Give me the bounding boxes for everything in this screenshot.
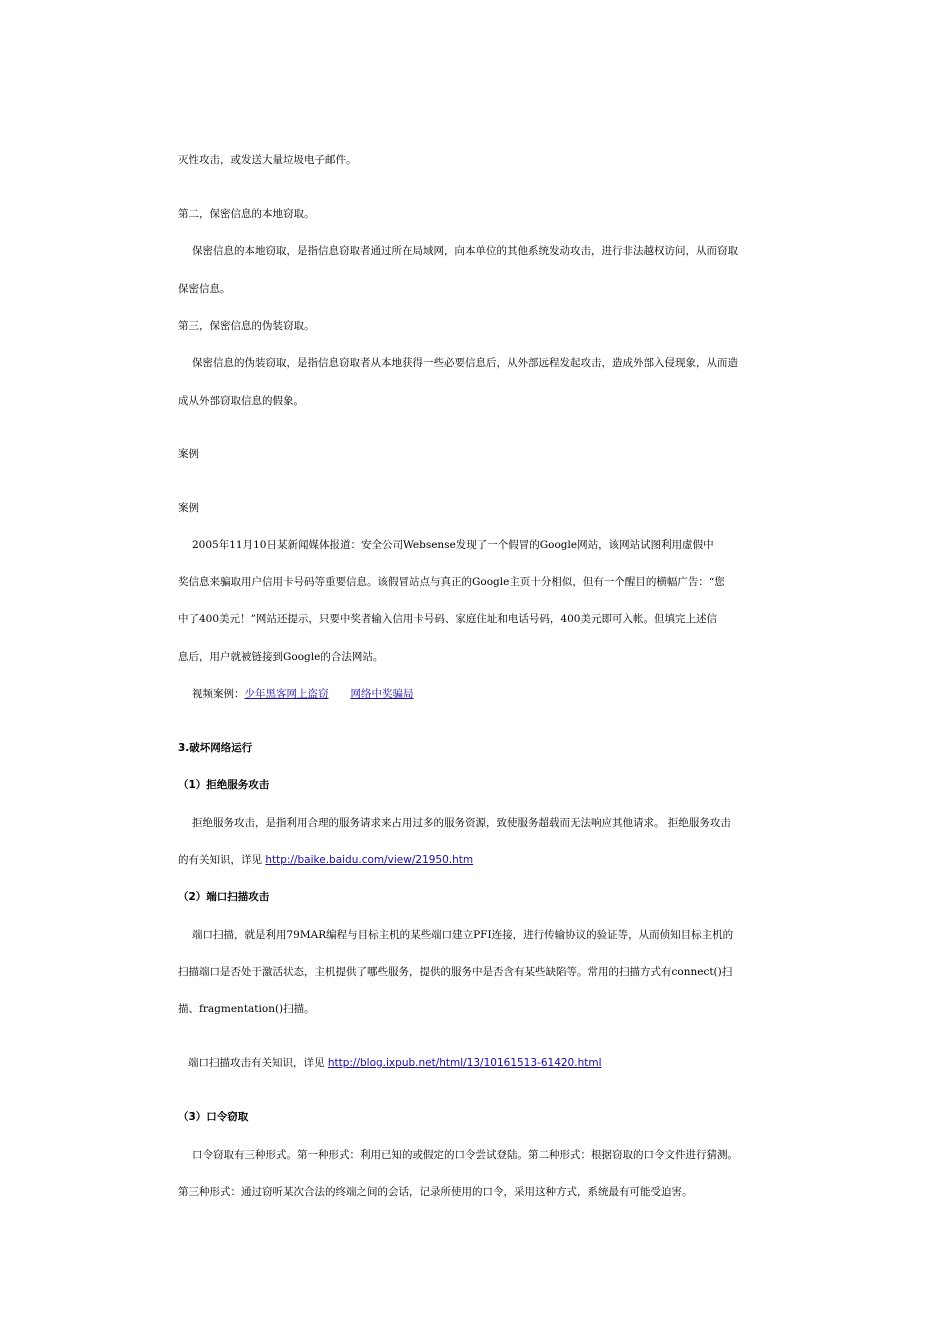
dos-reference-line xyxy=(178,853,778,867)
paragraph-text: 保密信息的伪装窃取，是指信息窃取者从本地获得一些必要信息后，从外部远程发起攻击，造成外部入侵现象，从而造 xyxy=(192,357,738,369)
subheading-port-scan: （2）端口扫描攻击 xyxy=(178,891,270,903)
paragraph-text: 奖信息来骗取用户信用卡号码等重要信息。该假冒站点与真正的Google主页十分相似，但有一个醒目的横幅广告：“您 xyxy=(178,576,725,588)
video-link-teen-hacker[interactable]: 少年黑客网上盗窃 xyxy=(244,688,329,700)
paragraph-text: 成从外部窃取信息的假象。 xyxy=(178,395,304,407)
case-heading: 案例 xyxy=(178,502,199,514)
port-scan-reference-line xyxy=(188,1056,788,1070)
section-heading-second: 第二，保密信息的本地窃取。 xyxy=(178,208,315,220)
paragraph-text: 保密信息的本地窃取，是指信息窃取者通过所在局域网，向本单位的其他系统发动攻击，进行非法越权访问，从而窃取 xyxy=(192,245,738,257)
section-heading-third: 第三，保密信息的伪装窃取。 xyxy=(178,320,315,332)
subheading-password: （3）口令窃取 xyxy=(178,1111,249,1123)
section-heading-3: 3.破坏网络运行 xyxy=(178,742,253,754)
port-scan-reference-link[interactable]: http://blog.ixpub.net/html/13/10161513-61420.html xyxy=(327,1057,602,1069)
paragraph-text: 第三种形式：通过窃听某次合法的终端之间的会话，记录所使用的口令，采用这种方式，系统最有可能受迫害。 xyxy=(178,1186,693,1198)
paragraph-text: 扫描端口是否处于激活状态，主机提供了哪些服务，提供的服务中是否含有某些缺陷等。常用的扫描方式有connect()扫 xyxy=(178,966,733,978)
video-cases-line xyxy=(192,687,792,701)
paragraph-text: 口令窃取有三种形式。第一种形式：利用已知的或假定的口令尝试登陆。第二种形式：根据窃取的口令文件进行猜测。 xyxy=(192,1149,738,1161)
paragraph-text: 保密信息。 xyxy=(178,283,231,295)
subheading-dos: （1）拒绝服务攻击 xyxy=(178,779,270,791)
video-cases-label: 视频案例： xyxy=(192,688,245,700)
paragraph-text: 端口扫描，就是利用79MAR编程与目标主机的某些端口建立PFI连接，进行传输协议的验证等，从而侦知目标主机的 xyxy=(192,929,734,941)
paragraph-text: 拒绝服务攻击，是指利用合理的服务请求来占用过多的服务资源，致使服务超载而无法响应其他请求。 拒绝服务攻击 xyxy=(192,817,731,829)
reference-prefix: 的有关知识，详见 xyxy=(178,854,266,866)
paragraph-text: 描、fragmentation()扫描。 xyxy=(178,1003,315,1015)
case-heading: 案例 xyxy=(178,448,199,460)
reference-prefix: 端口扫描攻击有关知识，详见 xyxy=(188,1057,328,1069)
paragraph-text: 中了400美元！”网站还提示，只要中奖者输入信用卡号码、家庭住址和电话号码，400美元即可入帐。但填完上述信 xyxy=(178,613,717,625)
dos-reference-link[interactable]: http://baike.baidu.com/view/21950.htm xyxy=(265,854,474,866)
paragraph-text: 灭性攻击，或发送大量垃圾电子邮件。 xyxy=(178,154,357,166)
paragraph-text: 2005年11月10日某新闻媒体报道：安全公司Websense发现了一个假冒的Google网站，该网站试图利用虚假中 xyxy=(192,539,714,551)
paragraph-text: 息后，用户就被链接到Google的合法网站。 xyxy=(178,651,384,663)
video-link-lottery-scam[interactable]: 网络中奖骗局 xyxy=(350,688,414,700)
